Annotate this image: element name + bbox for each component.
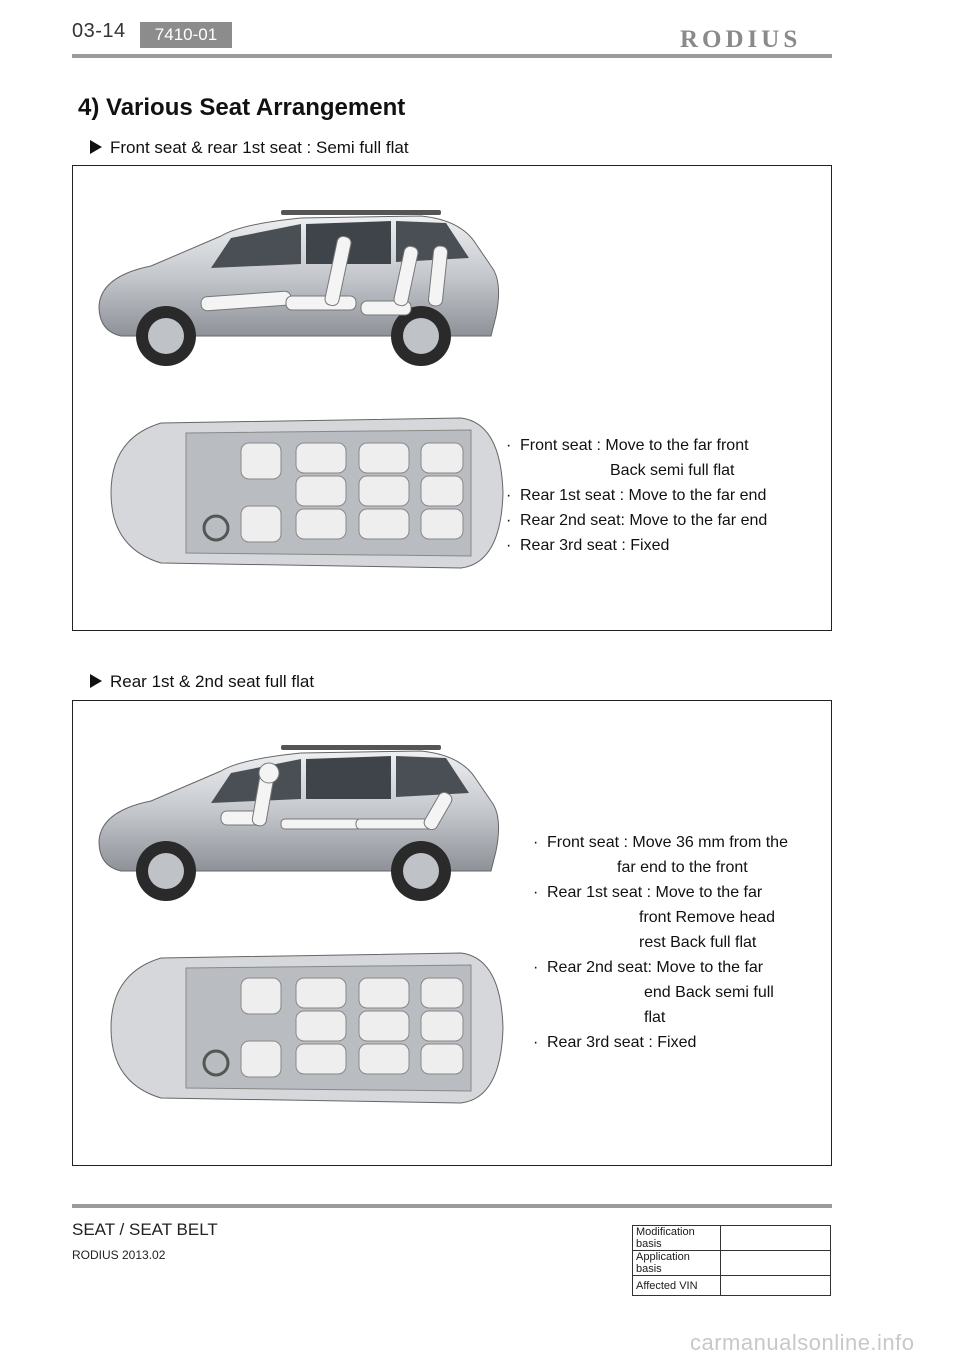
car-side-view-illustration (91, 196, 516, 376)
footer-chapter-title: SEAT / SEAT BELT (72, 1220, 218, 1239)
note-item: · Front seat : Move to the far front Back semi full flat (506, 433, 816, 483)
note-item: · Front seat : Move 36 mm from the far end to the front (533, 830, 823, 880)
table-cell-value (721, 1251, 831, 1276)
triangle-bullet-icon (90, 674, 102, 688)
footer-edition: RODIUS 2013.02 (72, 1248, 166, 1262)
revision-table (632, 1225, 831, 1296)
table-cell-label: Modification basis (633, 1226, 721, 1251)
subsection-heading-text: Rear 1st & 2nd seat full flat (110, 672, 315, 691)
triangle-bullet-icon (90, 140, 102, 154)
note-item: · Rear 3rd seat : Fixed (506, 533, 816, 558)
illustration-panel-2 (72, 700, 832, 1166)
table-row (633, 1226, 831, 1251)
section-code-badge: 7410-01 (140, 22, 232, 48)
table-cell-label: Application basis (633, 1251, 721, 1276)
table-row (633, 1251, 831, 1276)
section-title: 4) Various Seat Arrangement (78, 94, 406, 121)
page-number: 03-14 (72, 20, 126, 42)
header-rule (72, 54, 832, 58)
table-cell-value (721, 1276, 831, 1296)
note-item: · Rear 2nd seat: Move to the far end Back semi full flat (533, 955, 823, 1030)
seat-notes-list-1 (506, 433, 816, 558)
table-cell-label: Affected VIN (633, 1276, 721, 1296)
subsection-heading-1 (90, 138, 409, 158)
car-side-view-illustration (91, 731, 516, 911)
note-item: · Rear 1st seat : Move to the far end (506, 483, 816, 508)
seat-notes-list-2 (533, 830, 823, 1055)
note-item: · Rear 1st seat : Move to the far front Remove head rest Back full flat (533, 880, 823, 955)
illustration-panel-1 (72, 165, 832, 631)
subsection-heading-text: Front seat & rear 1st seat : Semi full flat (110, 138, 409, 157)
car-top-view-illustration (91, 933, 516, 1123)
footer-rule (72, 1204, 832, 1208)
note-item: · Rear 2nd seat: Move to the far end (506, 508, 816, 533)
brand-logo: RODIUS (680, 26, 802, 53)
watermark-text: carmanualsonline.info (690, 1330, 915, 1355)
note-item: · Rear 3rd seat : Fixed (533, 1030, 823, 1055)
table-row (633, 1276, 831, 1296)
subsection-heading-2 (90, 672, 314, 692)
table-cell-value (721, 1226, 831, 1251)
car-top-view-illustration (91, 398, 516, 588)
